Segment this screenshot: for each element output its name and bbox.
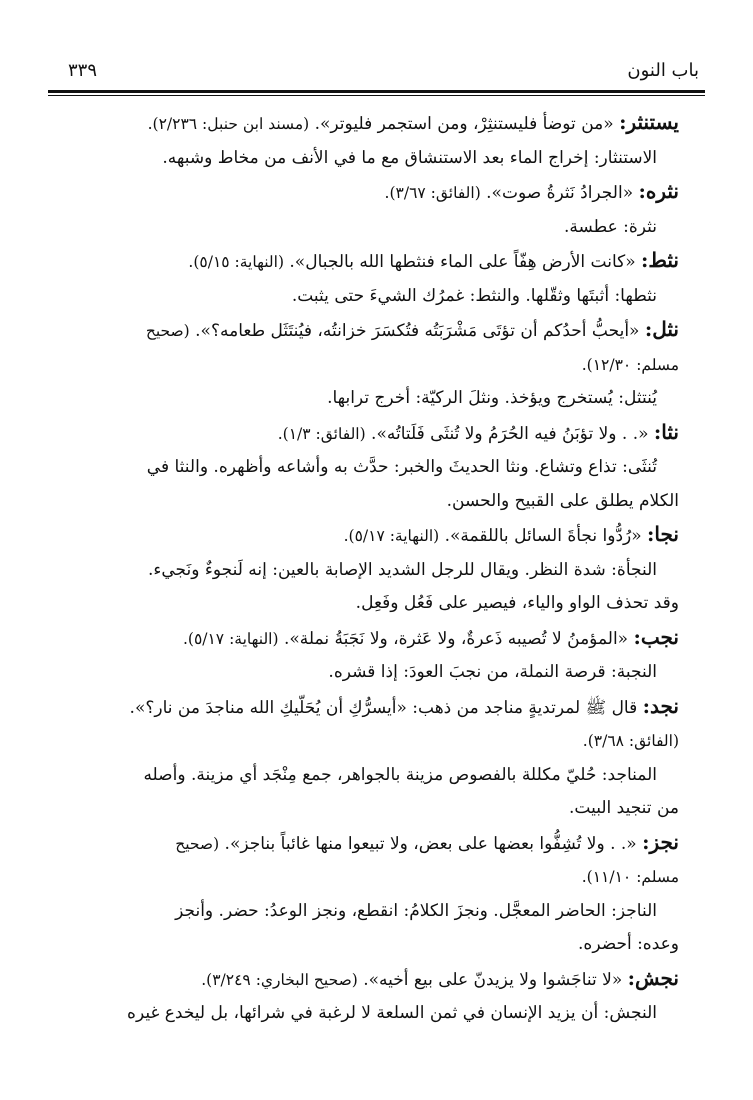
- entry-definition: النجبة: قرصة النملة، من نجبَ العودَ: إذا قشره.: [328, 662, 657, 682]
- entry-definition: يُنتثل: يُستخرج ويؤخذ. ونثلَ الركيّة: أخرج ترابها.: [327, 388, 657, 408]
- entry-quote: «. . ولا تُشِفُّوا بعضها على بعض، ولا تبيعوا منها غائباً بناجز».: [224, 833, 637, 854]
- page-header: [48, 56, 705, 90]
- entry-quote: «لا تناجَشوا ولا يزيدنّ على بيع أخيه».: [363, 969, 623, 990]
- entry-line: [64, 244, 679, 280]
- entry-quote: «أيحبُّ أحدُكم أن تؤتَى مَشْرَبَتُه فتُكسَرَ خزانتُه، فيُنتَثَل طعامه؟».: [195, 321, 640, 341]
- dictionary-body: [64, 106, 679, 1031]
- entry-line: [64, 518, 679, 554]
- entry-source: (مسند ابن حنبل: ٢/٢٣٦).: [147, 115, 310, 133]
- entry-line: [64, 826, 679, 862]
- entry-source: (النهاية: ٥/١٧).: [182, 629, 279, 648]
- entry-source: (صحيح: [175, 834, 220, 853]
- entry-line: [64, 962, 679, 998]
- entry-definition: المناجد: حُليّ مكللة بالفصوص مزينة بالجواهر، جمع مِنْجَد أي مزينة. وأصله: [143, 764, 657, 785]
- entry-source-continued: مسلم: ١١/١٠).: [581, 868, 679, 886]
- entry-headword: نجد:: [642, 693, 679, 718]
- entry-headword: نثره:: [638, 179, 679, 203]
- entry-headword: نثل:: [644, 317, 679, 341]
- page-number: ٣٣٩: [68, 60, 98, 81]
- entry-definition: الاستنثار: إخراج الماء بعد الاستنشاق مع ما في الأنف من مخاط وشبهه.: [162, 147, 657, 168]
- entry-quote: «كانت الأرض هِفّاً على الماء فنثطها الله بالجبال».: [289, 252, 636, 272]
- entry-definition-continued: وقد تحذف الواو والياء، فيصير على فَعُل وفَعِل.: [355, 593, 679, 613]
- entry-source: (صحيح البخاري: ٣/٢٤٩).: [201, 970, 358, 989]
- entry-quote: «المؤمنُ لا تُصيبه ذَعرةٌ، ولا عَثرة، ولا نَجَبَةُ نملة».: [283, 628, 629, 649]
- entry-definition: نثطها: أثبتَها وثقّلها. والنثط: غمرُك الشيءَ حتى يثبت.: [291, 285, 657, 306]
- entry-definition: تُنثَى: تذاع وتشاع. ونثا الحديثَ والخبر: حدَّث به وأشاعه وأظهره. والنثا في: [146, 457, 657, 477]
- entry-definition-continued: من تنجيد البيت.: [568, 798, 679, 818]
- entry-headword: نجز:: [642, 829, 679, 854]
- entry-headword: نجب:: [633, 624, 679, 649]
- entry-source: (النهاية: ٥/١٥).: [188, 253, 284, 271]
- entry-line: [64, 175, 679, 211]
- entry-line: [64, 690, 679, 726]
- header-rule-thick: [48, 90, 705, 93]
- entry-source: (الفائق: ١/٣).: [277, 424, 366, 443]
- entry-definition: نثرة: عطسة.: [563, 216, 657, 237]
- entry-definition: النجأة: شدة النظر. ويقال للرجل الشديد الإصابة بالعين: إنه لَنجوءٌ ونَجيء.: [147, 559, 657, 580]
- entry-definition-continued: وعده: أحضره.: [578, 934, 679, 954]
- entry-definition-continued: الكلام يطلق على القبيح والحسن.: [446, 490, 679, 511]
- entry-source: (الفائق: ٣/٦٧).: [384, 184, 481, 202]
- entry-definition: الناجز: الحاضر المعجَّل. ونجزَ الكلامُ: انقطع، ونجز الوعدُ: حضر. وأنجز: [175, 900, 657, 921]
- entry-source-continued: مسلم: ١٢/٣٠).: [581, 355, 679, 374]
- entry-headword: نثا:: [653, 419, 679, 444]
- entry-headword: نثط:: [641, 248, 679, 272]
- entry-quote: «رُدُّوا نجأةَ السائل باللقمة».: [444, 526, 642, 546]
- entry-line: [64, 313, 679, 349]
- entry-definition: النجش: أن يزيد الإنسان في ثمن السلعة لا لرغبة في شرائها، بل ليخدع غيره: [127, 1003, 657, 1023]
- entry-headword: يستنثر:: [619, 110, 679, 134]
- entry-line: [64, 621, 679, 657]
- chapter-title: باب النون: [627, 60, 699, 81]
- entry-quote: قال ﷺ لمرتديةٍ مناجد من ذهب: «أيسرُّكِ أن يُحَلّيكِ الله مناجدَ من نار؟».: [129, 697, 638, 718]
- entry-quote: «. . ولا تؤبَنُ فيه الحُرَمُ ولا تُنثَى فَلَتاتُه».: [371, 423, 649, 444]
- entry-source: (صحيح: [145, 322, 190, 340]
- entry-quote: «الجرادُ نَثرةُ صوت».: [486, 183, 634, 203]
- entry-headword: نجا:: [647, 522, 679, 546]
- entry-quote: «من توضأ فليستنثِرْ، ومن استجمر فليوتر».: [314, 114, 614, 134]
- header-rule-thin: [48, 95, 705, 96]
- entry-line: [64, 416, 679, 452]
- entry-source-continued: (الفائق: ٣/٦٨).: [582, 732, 679, 750]
- entry-source: (النهاية: ٥/١٧).: [343, 527, 440, 545]
- entry-headword: نجش:: [627, 965, 679, 990]
- entry-line: [64, 106, 679, 142]
